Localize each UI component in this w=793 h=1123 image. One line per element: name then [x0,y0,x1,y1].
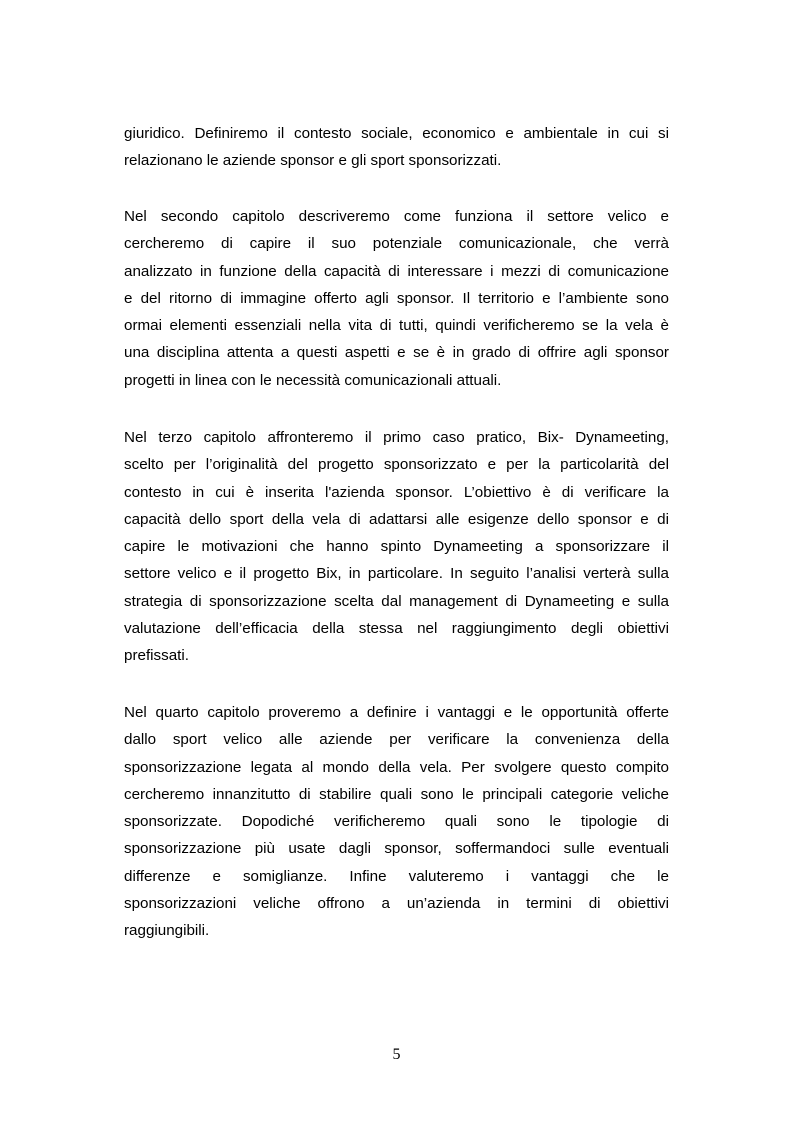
paragraph-2 [124,203,669,394]
paragraph-line: strategia di sponsorizzazione scelta dal management di Dynameeting e sulla [124,592,669,610]
paragraph-line: analizzato in funzione della capacità di interessare i mezzi di comunicazione [124,262,669,280]
paragraph-line: scelto per l’originalità del progetto sponsorizzato e per la particolarità del [124,456,669,474]
paragraph-4 [124,699,669,945]
paragraph-line: una disciplina attenta a questi aspetti e se è in grado di offrire agli sponsor [124,344,669,362]
paragraph-line: sponsorizzazione legata al mondo della vela. Per svolgere questo compito [124,758,669,776]
paragraph-line: raggiungibili. [124,922,210,940]
paragraph-line: cercheremo di capire il suo potenziale comunicazionale, che verrà [124,235,669,253]
paragraph-1 [124,120,669,175]
paragraph-line: cercheremo innanzitutto di stabilire quali sono le principali categorie veliche [124,785,669,803]
paragraph-line: sponsorizzate. Dopodiché verificheremo quali sono le tipologie di [124,813,669,831]
paragraph-line: prefissati. [124,647,189,665]
paragraph-line: settore velico e il progetto Bix, in particolare. In seguito l’analisi verterà sulla [124,565,669,583]
paragraph-line: capire le motivazioni che hanno spinto Dynameeting a sponsorizzare il [124,538,669,556]
paragraph-line: Nel quarto capitolo proveremo a definire i vantaggi e le opportunità offerte [124,704,669,721]
paragraph-line: ormai elementi essenziali nella vita di tutti, quindi verificheremo se la vela è [124,317,669,335]
paragraph-line: differenze e somiglianze. Infine valuteremo i vantaggi che le [124,867,669,885]
paragraph-line: contesto in cui è inserita l'azienda sponsor. L’obiettivo è di verificare la [124,483,669,501]
paragraph-line: dallo sport velico alle aziende per verificare la convenienza della [124,731,669,749]
paragraph-line: giuridico. Definiremo il contesto sociale, economico e ambientale in cui si [124,125,669,142]
paragraph-line: valutazione dell’efficacia della stessa nel raggiungimento degli obiettivi [124,620,669,638]
paragraph-3 [124,424,669,670]
paragraph-line: e del ritorno di immagine offerto agli sponsor. Il territorio e l’ambiente sono [124,289,669,307]
paragraph-line: progetti in linea con le necessità comunicazionali attuali. [124,371,502,389]
paragraph-line: sponsorizzazione più usate dagli sponsor, soffermandoci sulle eventuali [124,840,669,858]
paragraph-line: sponsorizzazioni veliche offrono a un’azienda in termini di obiettivi [124,895,669,913]
paragraph-line: capacità dello sport della vela di adattarsi alle esigenze dello sponsor e di [124,510,669,528]
paragraph-line: Nel secondo capitolo descriveremo come funziona il settore velico e [124,208,669,225]
page-number: 5 [392,1046,401,1063]
paragraph-line: relazionano le aziende sponsor e gli sport sponsorizzati. [124,152,502,170]
paragraph-line: Nel terzo capitolo affronteremo il primo caso pratico, Bix- Dynameeting, [124,429,669,446]
